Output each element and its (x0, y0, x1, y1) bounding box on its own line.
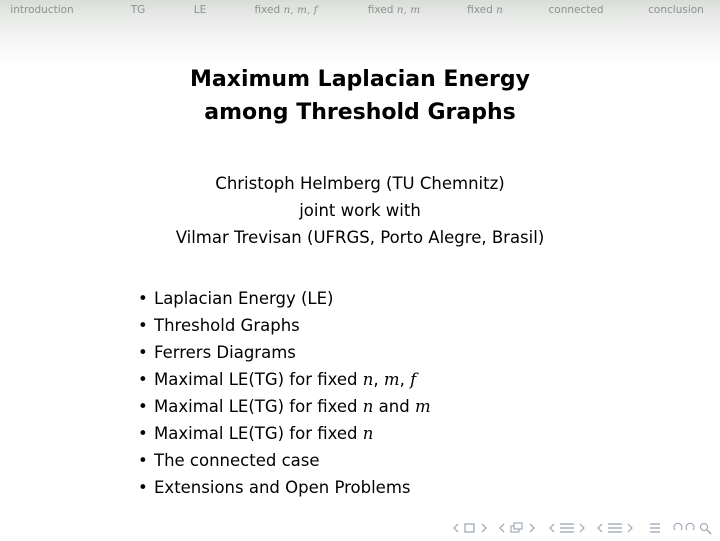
nav-label-vars: n (496, 4, 503, 16)
nav-label-vars: n, m, f (283, 4, 318, 16)
title-line-1: Maximum Laplacian Energy (190, 67, 530, 92)
author-line-1: Christoph Helmberg (TU Chemnitz) (215, 174, 505, 193)
nav-fixed-n-m-f[interactable] (255, 4, 318, 16)
outline-list (135, 285, 431, 501)
nav-tg[interactable]: TG (130, 4, 146, 16)
author-line-3: Vilmar Trevisan (UFRGS, Porto Alegre, Brasil) (175, 228, 545, 247)
nav-le[interactable]: LE (193, 4, 207, 16)
bullet-icon: • (138, 316, 148, 335)
slide-title (0, 63, 720, 129)
title-line-2: among Threshold Graphs (204, 100, 516, 125)
nav-label-vars: n, m (396, 4, 421, 16)
nav-label-prefix: fixed (467, 4, 493, 16)
navigation-bar (0, 0, 720, 66)
nav-search-icon[interactable] (672, 521, 716, 535)
nav-label-prefix: fixed (367, 4, 394, 16)
outline-item-connected-case[interactable]: • The connected case (135, 447, 431, 474)
nav-conclusion[interactable]: conclusion (648, 4, 704, 16)
outline-item-ferrers-diagrams[interactable]: • Ferrers Diagrams (135, 339, 431, 366)
nav-section-icon[interactable] (548, 521, 592, 535)
author-line-2: joint work with (299, 201, 421, 220)
bullet-icon: • (138, 451, 148, 470)
author-block (0, 170, 720, 251)
bullet-icon: • (138, 397, 148, 416)
nav-fixed-n[interactable] (467, 4, 503, 16)
bullet-icon: • (138, 289, 148, 308)
outline-item-laplacian-energy[interactable]: • Laplacian Energy (LE) (135, 285, 431, 312)
nav-fixed-n-m[interactable] (368, 4, 420, 16)
outline-item-fixed-n-m-f[interactable]: • Maximal LE(TG) for fixed n, m, f (135, 366, 431, 393)
nav-label-prefix: fixed (254, 4, 281, 16)
outline-item-fixed-n[interactable]: • Maximal LE(TG) for fixed n (135, 420, 431, 447)
nav-introduction[interactable]: introduction (10, 4, 74, 16)
outline-item-threshold-graphs[interactable]: • Threshold Graphs (135, 312, 431, 339)
bullet-icon: • (138, 343, 148, 362)
nav-frame-icon[interactable] (452, 521, 492, 535)
nav-subsection-icon[interactable] (498, 521, 542, 535)
bullet-icon: • (138, 424, 148, 443)
outline-item-extensions[interactable]: • Extensions and Open Problems (135, 474, 431, 501)
nav-align-icon[interactable] (648, 521, 662, 535)
nav-subsubsection-icon[interactable] (596, 521, 640, 535)
nav-connected[interactable]: connected (548, 4, 604, 16)
bullet-icon: • (138, 478, 148, 497)
outline-item-fixed-n-and-m[interactable]: • Maximal LE(TG) for fixed n and m (135, 393, 431, 420)
bullet-icon: • (138, 370, 148, 389)
